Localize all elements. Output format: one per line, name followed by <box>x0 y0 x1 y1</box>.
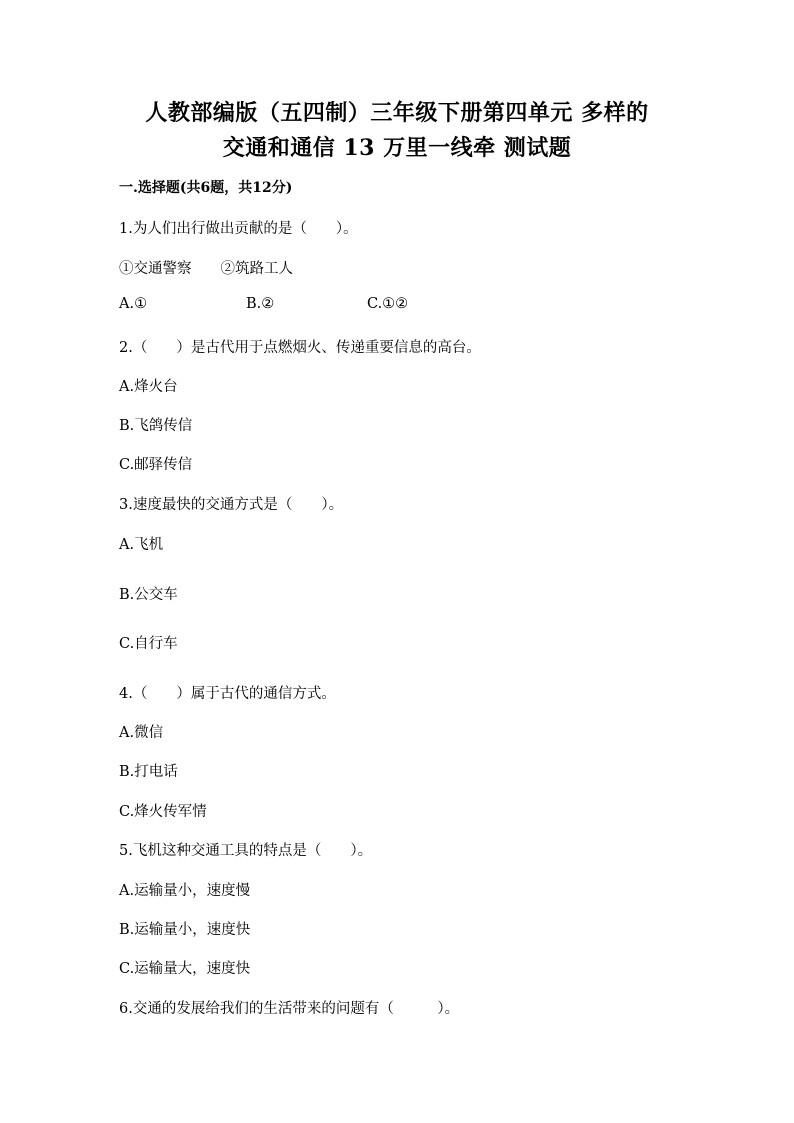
question-5-option-c[interactable]: C.运输量大，速度快 <box>119 961 251 977</box>
question-3-option-a[interactable]: A.飞机 <box>119 537 164 553</box>
question-3-option-c[interactable]: C.自行车 <box>119 636 178 652</box>
question-5-option-a[interactable]: A.运输量小，速度慢 <box>119 883 251 899</box>
question-2-stem: 2.（ ）是古代用于点燃烟火、传递重要信息的高台。 <box>119 340 481 356</box>
option-a[interactable]: A.① <box>119 296 148 312</box>
question-2-option-c[interactable]: C.邮驿传信 <box>119 457 193 473</box>
page-title-line-1: 人教部编版（五四制）三年级下册第四单元 多样的 <box>145 100 649 126</box>
question-2-option-b[interactable]: B.飞鸽传信 <box>119 418 193 434</box>
question-1-stem: 1.为人们出行做出贡献的是（ ）。 <box>119 221 358 237</box>
question-3-option-b[interactable]: B.公交车 <box>119 587 178 603</box>
option-b[interactable]: B.② <box>246 296 275 312</box>
question-5-option-b[interactable]: B.运输量小，速度快 <box>119 922 251 938</box>
question-5-stem: 5.飞机这种交通工具的特点是（ ）。 <box>119 843 373 859</box>
question-4-option-c[interactable]: C.烽火传军情 <box>119 804 207 820</box>
question-1-note: ①交通警察 ②筑路工人 <box>119 261 293 277</box>
question-4-option-b[interactable]: B.打电话 <box>119 764 178 780</box>
option-c[interactable]: C.①② <box>367 296 409 312</box>
page-title-line-2: 交通和通信 13 万里一线牵 测试题 <box>222 135 572 161</box>
question-3-stem: 3.速度最快的交通方式是（ ）。 <box>119 497 344 513</box>
question-2-option-a[interactable]: A.烽火台 <box>119 379 178 395</box>
question-4-stem: 4.（ ）属于古代的通信方式。 <box>119 686 336 702</box>
question-6-stem: 6.交通的发展给我们的生活带来的问题有（ ）。 <box>119 1001 460 1017</box>
section-heading: 一.选择题(共6题，共12分) <box>119 180 293 196</box>
question-4-option-a[interactable]: A.微信 <box>119 725 164 741</box>
